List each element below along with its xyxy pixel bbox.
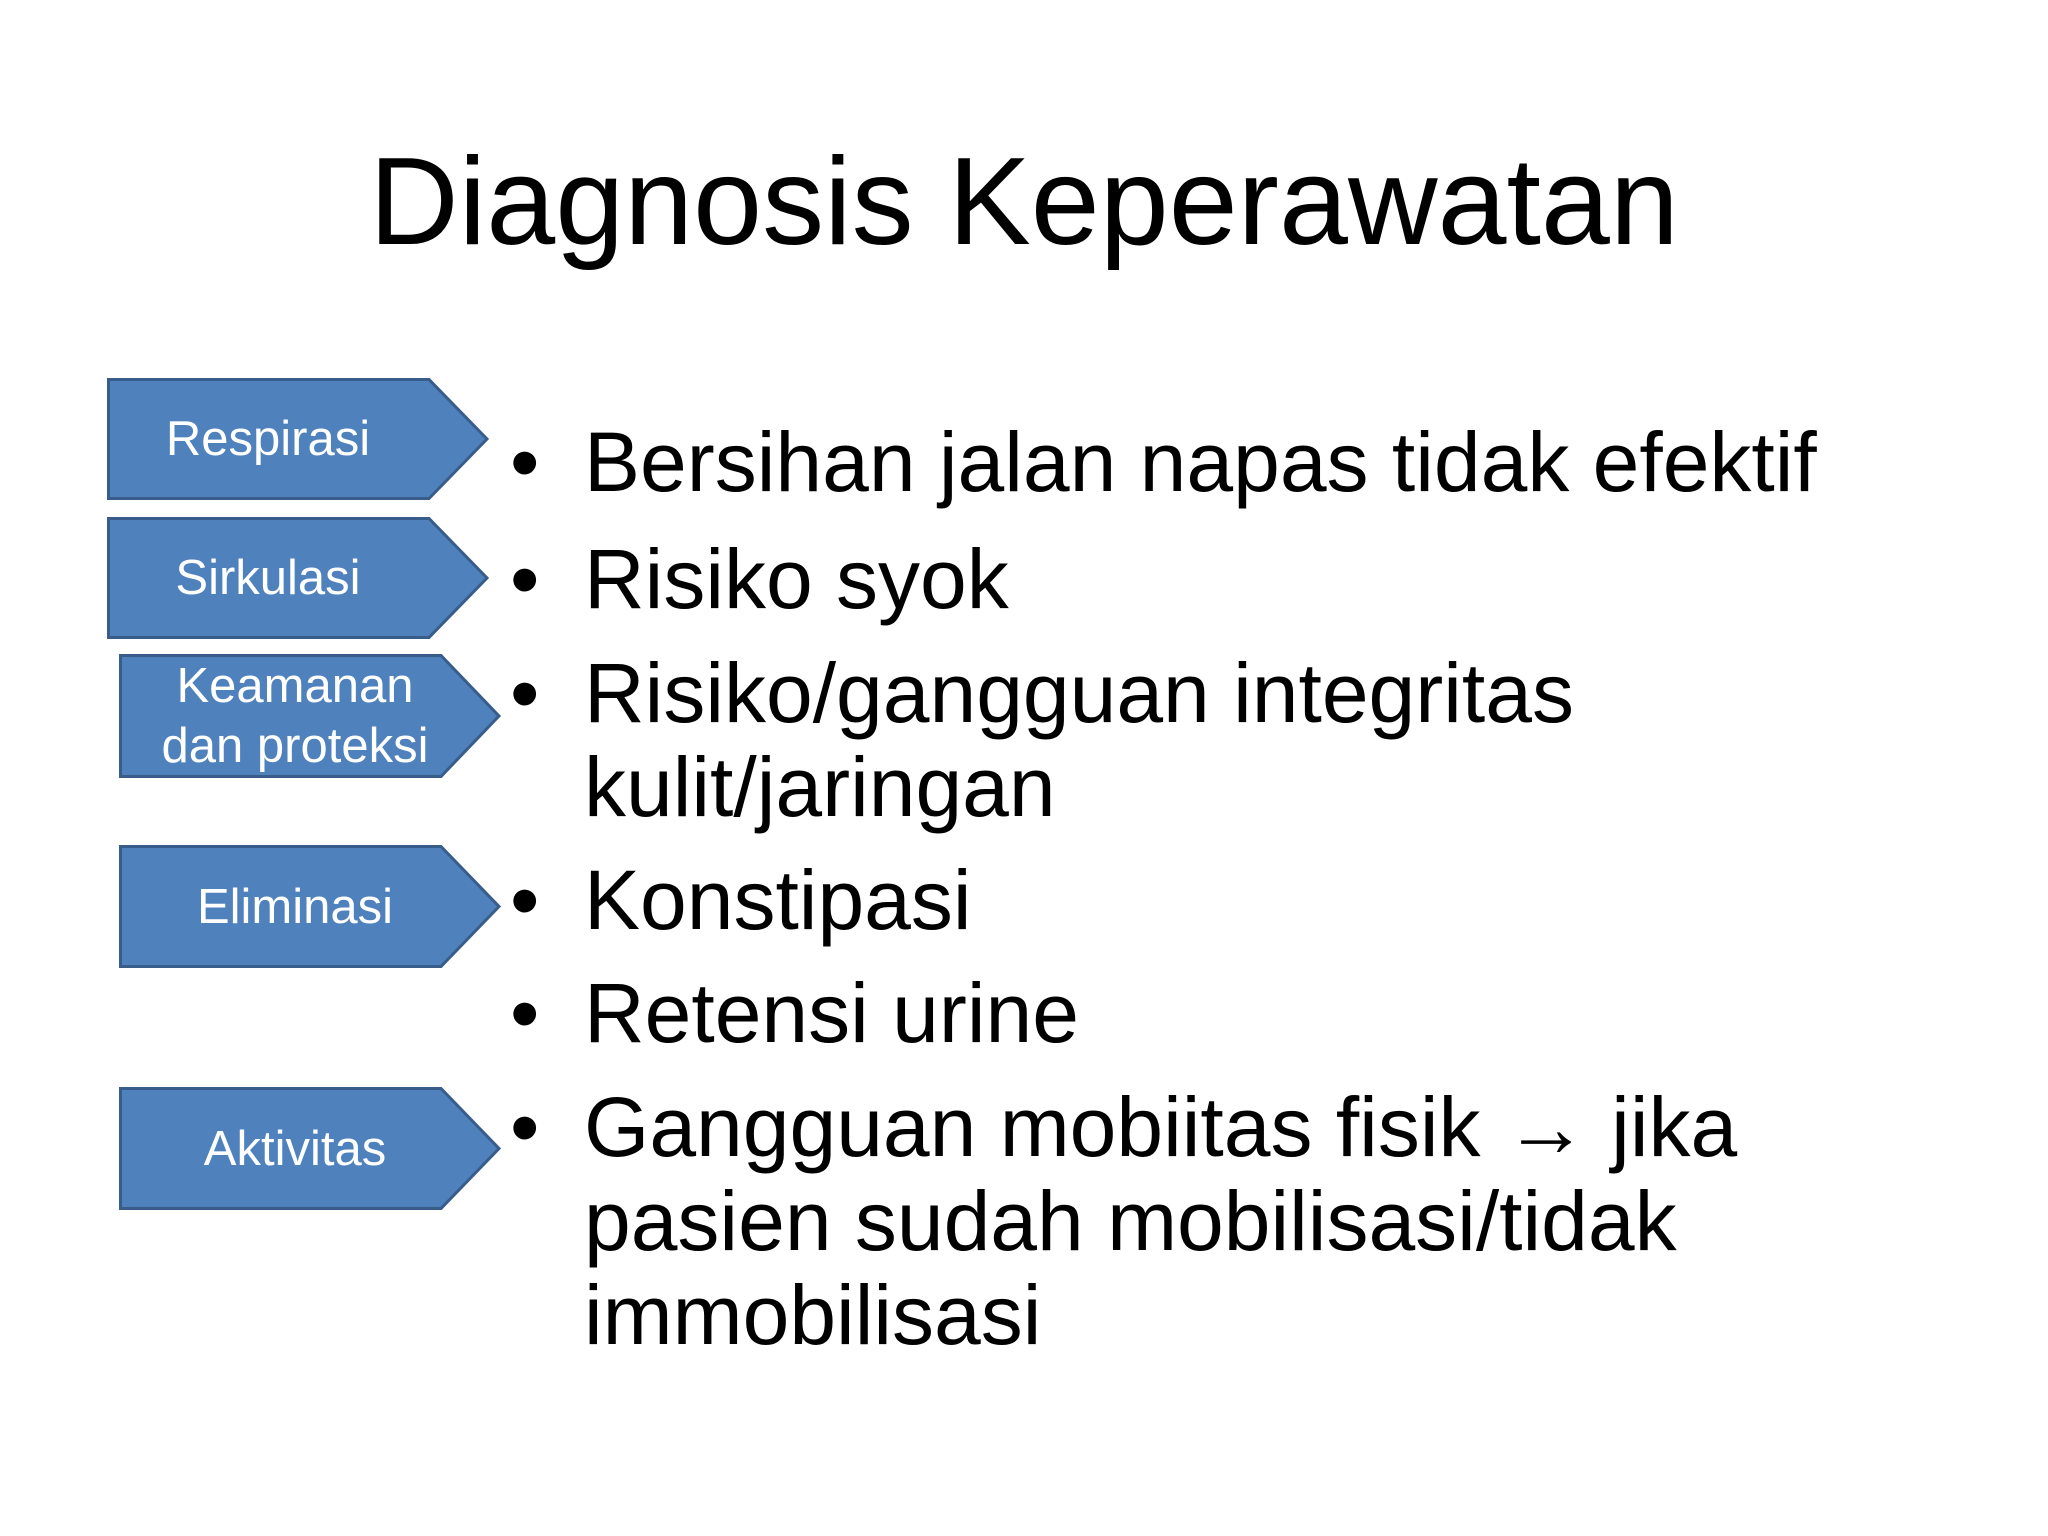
bullet-icon: • (510, 646, 540, 740)
tag-keamanan-dan-proteksi (119, 654, 501, 778)
tag-label: Sirkulasi (175, 551, 361, 605)
bullet-text: Risiko syok (584, 532, 1009, 626)
bullet-icon: • (510, 853, 540, 947)
bullet-text: Retensi urine (584, 966, 1079, 1060)
bullet-icon: • (510, 532, 540, 626)
tag-label: Respirasi (165, 412, 371, 466)
slide-title: Diagnosis Keperawatan (369, 133, 1679, 271)
tag-label: Aktivitas (203, 1121, 387, 1176)
bullet-text: Konstipasi (584, 853, 972, 947)
tag-eliminasi (119, 845, 501, 968)
tag-aktivitas (119, 1087, 501, 1210)
tag-respirasi (107, 378, 489, 500)
tag-sirkulasi (107, 517, 489, 639)
tag-label: Eliminasi (196, 879, 394, 934)
bullet-icon: • (510, 1080, 540, 1174)
bullet-text: Bersihan jalan napas tidak efektif (584, 415, 1817, 509)
tag-label: Keamanan dan proteksi (161, 659, 429, 773)
bullet-text: Risiko/gangguan integritas kulit/jaringan (584, 646, 1574, 834)
bullet-text: Gangguan mobiitas fisik → jika pasien sudah mobilisasi/tidak immobilisasi (584, 1080, 1738, 1362)
bullet-icon: • (510, 966, 540, 1060)
bullet-icon: • (510, 415, 540, 509)
